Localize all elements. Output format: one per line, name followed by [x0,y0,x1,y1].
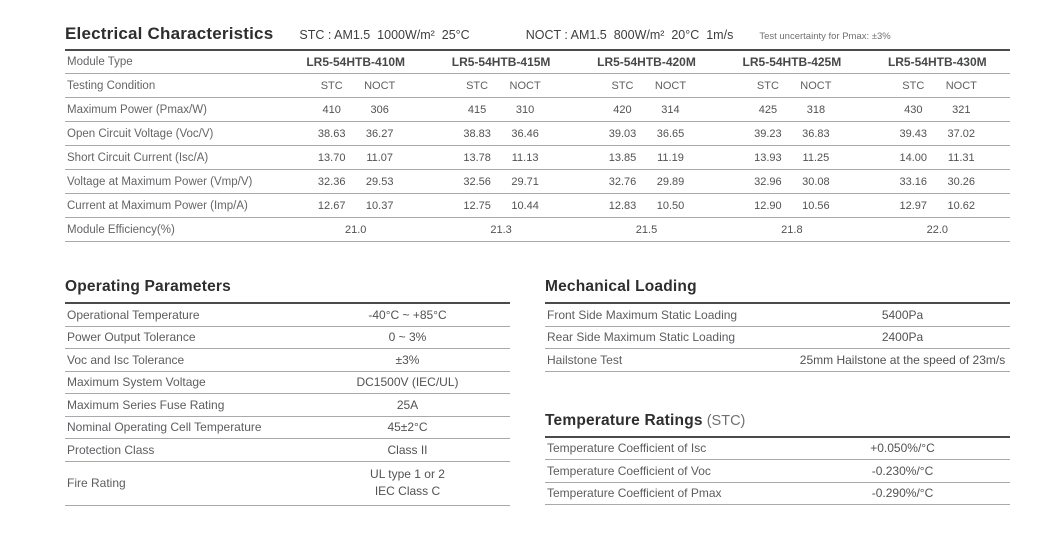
row-label: Nominal Operating Cell Temperature [67,420,262,435]
table-row [65,304,510,327]
cell-value: 25A [396,397,419,412]
temperature-ratings-table [545,412,1010,506]
cell-value: 12.97 [899,199,928,212]
row-label: Operational Temperature [67,307,200,322]
table-row-fire-rating [65,462,510,506]
table-row-testing-condition [65,74,1010,98]
mechanical-loading-table [545,278,1010,372]
electrical-characteristics-table [65,51,1010,242]
condition-header-group [283,80,428,92]
cell-value: 2400Pa [881,330,924,345]
cell-value: 30.26 [947,175,976,188]
cell-value: 0 ~ 3% [388,330,427,345]
table-row [545,438,1010,461]
noct-column-header: NOCT [800,79,832,92]
mechanical-loading-header [545,278,1010,304]
table-row-module-type [65,51,1010,74]
cell-value: -0.230%/°C [871,463,934,478]
cell-value: 29.71 [511,175,539,188]
table-row-voc [65,122,1010,146]
cell-value: 410 [322,103,341,116]
noct-column-header: NOCT [945,79,977,92]
test-uncertainty-note: Test uncertainty for Pmax: ±3% [759,31,891,42]
row-label: Protection Class [67,442,155,457]
cell-value: 39.43 [899,127,928,140]
row-label: Rear Side Maximum Static Loading [547,330,736,345]
cell-value: 11.25 [802,151,830,164]
cell-value: 11.13 [511,151,539,164]
table-row [65,349,510,372]
table-row [65,439,510,462]
temperature-ratings-title: Temperature Ratings [545,411,703,429]
cell-value: 5400Pa [881,307,924,322]
value-group [719,152,864,164]
value-group [865,152,1010,164]
noct-column-header: NOCT [364,79,396,92]
row-label: Voc and Isc Tolerance [67,352,185,367]
cell-value: 13.85 [608,151,637,164]
operating-parameters-header [65,278,510,304]
module-name: LR5-54HTB-410M [306,55,406,69]
table-row [65,372,510,395]
row-label: Testing Condition [67,79,156,92]
table-row-vmp [65,170,1010,194]
stc-column-header: STC [320,79,343,92]
mechanical-loading-title: Mechanical Loading [545,278,697,295]
value-group [428,104,573,116]
cell-value: 306 [370,103,389,116]
row-label: Power Output Tolerance [67,330,196,345]
table-row-efficiency [65,218,1010,242]
cell-value: 10.62 [947,199,976,212]
stc-column-header: STC [466,79,489,92]
cell-value: 10.56 [802,199,830,212]
cell-value: 39.23 [754,127,782,140]
cell-value [305,462,510,504]
table-row-imp [65,194,1010,218]
stc-column-header: STC [611,79,634,92]
value-group [719,200,864,212]
value-group [719,176,864,188]
cell-value: +0.050%/°C [870,441,935,456]
table-row [545,349,1010,372]
temperature-ratings-title-suffix: (STC) [702,412,746,429]
value-group [574,200,719,212]
row-label: Fire Rating [67,476,126,490]
cell-value: 32.76 [608,175,637,188]
value-group [574,128,719,140]
cell-value: 430 [904,103,923,116]
row-label: Maximum Series Fuse Rating [67,397,225,412]
table-row [545,327,1010,350]
value-group [428,128,573,140]
value-group [283,104,428,116]
condition-header-group [428,80,573,92]
cell-value: 21.0 [344,223,367,236]
row-label: Temperature Coefficient of Isc [547,441,707,456]
stc-test-condition: STC : AM1.5 1000W/m² 25°C [299,28,470,42]
module-name: LR5-54HTB-430M [887,55,987,69]
value-group [283,176,428,188]
stc-column-header: STC [902,79,925,92]
cell-value: -0.290%/°C [871,486,934,501]
cell-value: 21.3 [490,223,512,236]
cell-value: 21.5 [635,223,658,236]
cell-value: 36.46 [511,127,539,140]
cell-value: 45±2°C [387,420,428,435]
cell-value: 415 [467,103,487,116]
table-row [65,394,510,417]
value-group [574,104,719,116]
cell-value: 32.96 [754,175,782,188]
operating-parameters-table [65,278,510,506]
value-group [574,176,719,188]
fire-rating-line2: IEC Class C [374,484,441,498]
cell-value: 30.08 [802,175,830,188]
cell-value: 425 [758,103,778,116]
row-label: Maximum Power (Pmax/W) [67,103,207,116]
cell-value: 38.63 [317,127,346,140]
module-name: LR5-54HTB-415M [451,55,551,69]
electrical-section-title: Electrical Characteristics [65,24,274,43]
cell-value: 29.89 [656,175,685,188]
row-label: Voltage at Maximum Power (Vmp/V) [67,175,253,188]
noct-test-condition: NOCT : AM1.5 800W/m² 20°C 1m/s [525,28,734,42]
cell-value: 13.78 [463,151,491,164]
value-group [283,128,428,140]
cell-value: 314 [661,103,680,116]
module-name: LR5-54HTB-420M [597,55,696,69]
row-label: Open Circuit Voltage (Voc/V) [67,127,214,140]
value-group [865,104,1010,116]
cell-value: 10.37 [365,199,394,212]
cell-value: DC1500V (IEC/UL) [356,375,459,390]
table-row [65,417,510,440]
cell-value: 13.93 [754,151,782,164]
value-group [865,200,1010,212]
row-label: Module Efficiency(%) [67,223,175,236]
operating-parameters-title: Operating Parameters [65,278,231,295]
table-row-max-power [65,98,1010,122]
cell-value: 22.0 [926,223,948,236]
cell-value: 11.19 [657,151,684,164]
cell-value: 318 [806,103,826,116]
table-row [545,304,1010,327]
condition-header-group [865,80,1010,92]
lower-section [65,278,1010,506]
cell-value: 420 [613,103,632,116]
cell-value: 25mm Hailstone at the speed of 23m/s [799,352,1006,367]
row-label: Temperature Coefficient of Pmax [547,486,722,501]
temperature-ratings-header [545,412,1010,438]
fire-rating-line1: UL type 1 or 2 [370,467,445,481]
cell-value: 13.70 [317,151,346,164]
table-row-isc [65,146,1010,170]
value-group [428,176,573,188]
cell-value: 36.27 [365,127,394,140]
cell-value: 39.03 [608,127,637,140]
value-group [428,200,573,212]
noct-column-header: NOCT [654,79,687,92]
cell-value: 12.67 [317,199,346,212]
cell-value: 21.8 [781,223,803,236]
cell-value: 36.65 [656,127,685,140]
stc-column-header: STC [756,79,779,92]
cell-value: 310 [515,103,535,116]
condition-header-group [719,80,864,92]
cell-value: 321 [952,103,971,116]
cell-value: 14.00 [899,151,928,164]
cell-value: Class II [387,442,428,457]
right-column [545,278,1010,506]
noct-column-header: NOCT [509,79,541,92]
cell-value: 11.07 [366,151,394,164]
value-group [719,104,864,116]
row-label: Maximum System Voltage [67,375,206,390]
row-label: Current at Maximum Power (Imp/A) [67,199,248,212]
cell-value: 12.90 [754,199,782,212]
condition-header-group [574,80,719,92]
cell-value: 29.53 [365,175,394,188]
value-group [428,152,573,164]
cell-value: 36.83 [802,127,830,140]
cell-value: 32.36 [317,175,346,188]
value-group [865,176,1010,188]
table-row [65,327,510,350]
cell-value: 10.50 [656,199,685,212]
module-name: LR5-54HTB-425M [742,55,842,69]
cell-value: 33.16 [899,175,928,188]
table-row [545,483,1010,506]
row-label: Short Circuit Current (Isc/A) [67,151,209,164]
value-group [283,200,428,212]
table-row [545,460,1010,483]
cell-value: 10.44 [511,199,539,212]
row-label: Hailstone Test [547,352,623,367]
value-group [719,128,864,140]
row-label: Front Side Maximum Static Loading [547,307,738,322]
value-group [283,152,428,164]
cell-value: ±3% [395,352,420,367]
value-group [865,128,1010,140]
cell-value: 37.02 [947,127,976,140]
cell-value: 11.31 [947,151,975,164]
cell-value: 12.75 [463,199,491,212]
row-label: Module Type [67,56,133,68]
cell-value: 38.83 [463,127,491,140]
value-group [574,152,719,164]
cell-value: -40°C ~ +85°C [368,307,447,322]
row-label: Temperature Coefficient of Voc [547,463,711,478]
electrical-section-header [65,24,1010,51]
cell-value: 32.56 [463,175,491,188]
cell-value: 12.83 [608,199,637,212]
